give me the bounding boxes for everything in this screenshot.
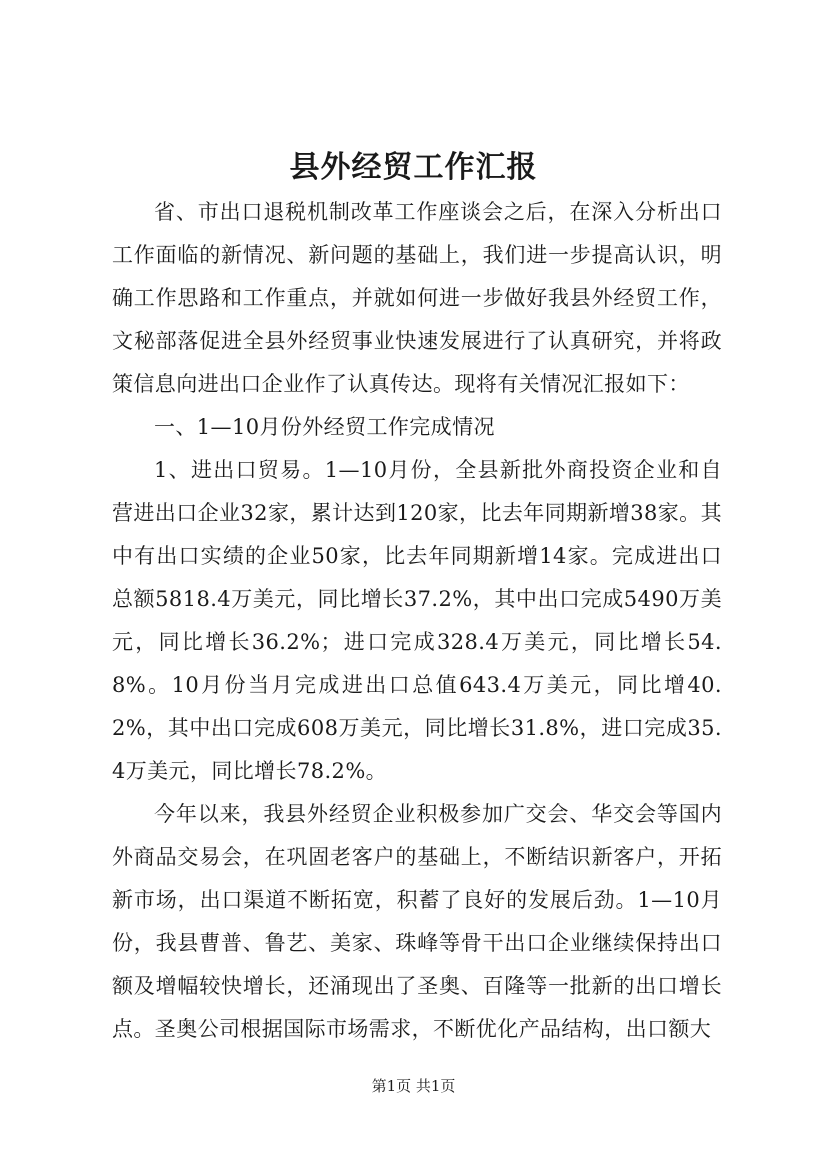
paragraph-trade: 1、进出口贸易。1—10月份，全县新批外商投资企业和自营进出口企业32家，累计达到120家，比去年同期新增38家。其中有出口实绩的企业50家，比去年同期新增14家。完成进出口总额5818.4万美元，同比增长37.2%，其中出口完成5490万美元，同比增长36.2%；进口完成328.4万美元，同比增长54.8%。10月份当月完成进出口总值643.4万美元，同比增40.2%，其中出口完成608万美元，同比增长31.8%，进口完成35.4万美元，同比增长78.2%。 (112, 458, 722, 783)
section-heading: 一、1—10月份外经贸工作完成情况 (154, 415, 495, 439)
paragraph-intro: 省、市出口退税机制改革工作座谈会之后，在深入分析出口工作面临的新情况、新问题的基础上，我们进一步提高认识，明确工作思路和工作重点，并就如何进一步做好我县外经贸工作，文秘部落促进全县外经贸事业快速发展进行了认真研究，并将政策信息向进出口企业作了认真传达。现将有关情况汇报如下： (112, 200, 722, 396)
paragraph-trade-fairs: 今年以来，我县外经贸企业积极参加广交会、华交会等国内外商品交易会，在巩固老客户的基础上，不断结识新客户，开拓新市场，出口渠道不断拓宽，积蓄了良好的发展后劲。1—10月份，我县曹普、鲁艺、美家、珠峰等骨干出口企业继续保持出口额及增幅较快增长，还涌现出了圣奥、百隆等一批新的出口增长点。圣奥公司根据国际市场需求，不断优化产品结构，出口额大 (112, 802, 722, 1041)
document-body (112, 191, 722, 1051)
document-title: 县外经贸工作汇报 (289, 150, 538, 185)
page-footer: 第1页 共1页 (371, 1077, 456, 1095)
